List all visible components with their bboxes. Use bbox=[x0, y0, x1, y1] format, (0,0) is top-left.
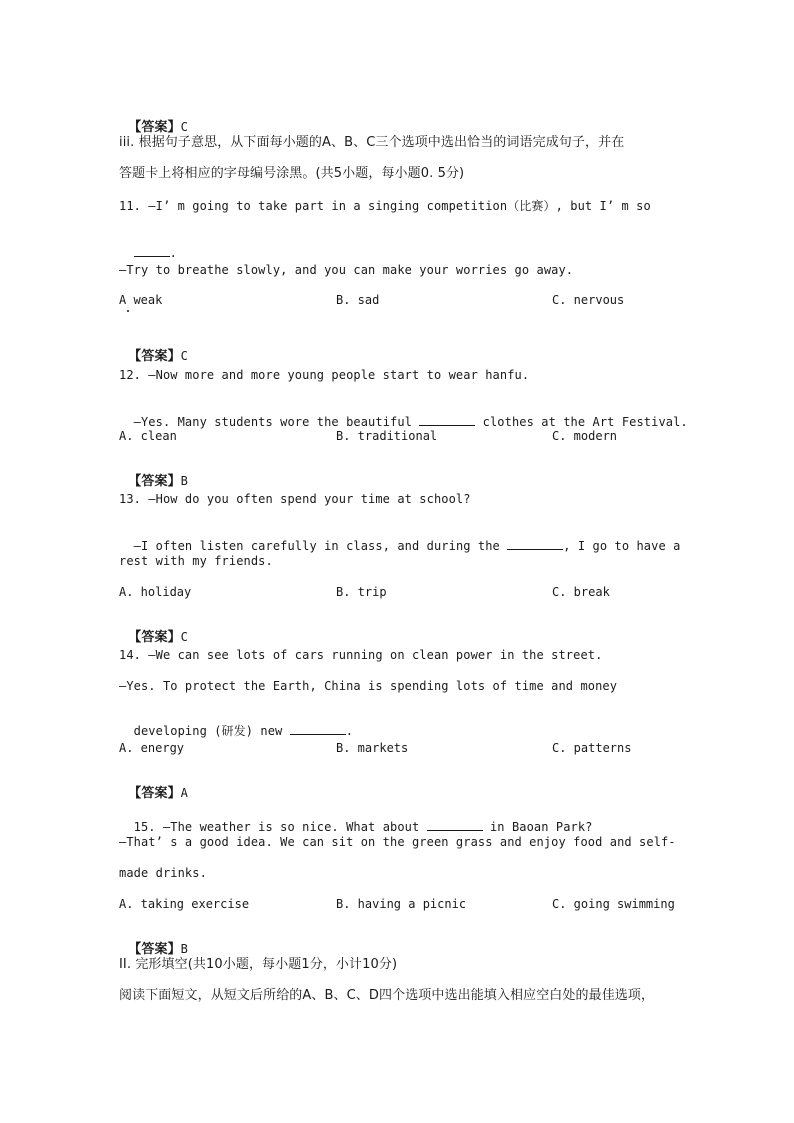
q15-stem-end: in Baoan Park? bbox=[482, 820, 593, 834]
answer-tag: 【答案】 bbox=[128, 474, 181, 489]
section-ii-title: II. 完形填空(共10小题，每小题1分，小计10分) bbox=[119, 957, 398, 972]
q12-response-start: —Yes. Many students wore the beautiful bbox=[133, 415, 420, 429]
q11-response: —Try to breathe slowly, and you can make your worries go away. bbox=[119, 263, 574, 277]
section-ii-instruction: 阅读下面短文，从短文后所给的A、B、C、D四个选项中选出能填入相应空白处的最佳选项， bbox=[119, 988, 655, 1003]
q14-response-start: developing (研发) new bbox=[133, 724, 290, 738]
q14-response-end: . bbox=[345, 724, 354, 738]
answer-blank[interactable] bbox=[134, 245, 170, 257]
answer-label bbox=[119, 769, 188, 802]
answer-label bbox=[119, 332, 188, 365]
q15-option-b[interactable]: B. having a picnic bbox=[336, 897, 467, 911]
q12-option-c[interactable]: C. modern bbox=[552, 429, 618, 443]
q14-option-a[interactable]: A. energy bbox=[119, 741, 185, 755]
q11-option-b[interactable]: B. sad bbox=[336, 293, 380, 307]
q14-response: —Yes. To protect the Earth, China is spending lots of time and money bbox=[119, 679, 618, 693]
q13-option-b[interactable]: B. trip bbox=[336, 585, 387, 599]
q14-option-c[interactable]: C. patterns bbox=[552, 741, 632, 755]
q11-option-a[interactable]: A weak bbox=[119, 293, 163, 307]
q12-response bbox=[119, 398, 688, 430]
q15-option-a[interactable]: A. taking exercise bbox=[119, 897, 250, 911]
q15-stem-start: 15. —The weather is so nice. What about bbox=[133, 820, 427, 834]
q14-option-b[interactable]: B. markets bbox=[336, 741, 409, 755]
answer-value: C bbox=[180, 630, 188, 644]
q12-option-b[interactable]: B. traditional bbox=[336, 429, 438, 443]
q11-stem: 11. —I’ m going to take part in a singing competition（比赛）, but I’ m so bbox=[119, 199, 651, 213]
q13-response-start: —I often listen carefully in class, and during the bbox=[133, 539, 508, 553]
answer-value: C bbox=[180, 349, 188, 363]
answer-label bbox=[119, 925, 188, 958]
q13-option-a[interactable]: A. holiday bbox=[119, 585, 192, 599]
section-iii-instruction-line2: 答题卡上将相应的字母编号涂黑。(共5小题，每小题0. 5分) bbox=[119, 166, 465, 181]
q15-response-line3: made drinks. bbox=[119, 866, 207, 880]
q15-stem bbox=[119, 803, 593, 835]
answer-value: A bbox=[180, 786, 188, 800]
q15-response: —That’ s a good idea. We can sit on the green grass and enjoy food and self- bbox=[119, 835, 676, 849]
q12-response-end: clothes at the Art Festival. bbox=[475, 415, 688, 429]
answer-blank[interactable] bbox=[290, 723, 346, 735]
answer-label bbox=[119, 613, 188, 646]
q12-stem: 12. —Now more and more young people start to wear hanfu. bbox=[119, 368, 530, 382]
q15-option-c[interactable]: C. going swimming bbox=[552, 897, 675, 911]
q13-response bbox=[119, 522, 680, 554]
answer-tag: 【答案】 bbox=[128, 120, 181, 135]
answer-value: B bbox=[180, 942, 188, 956]
answer-blank[interactable] bbox=[427, 819, 483, 831]
answer-tag: 【答案】 bbox=[128, 349, 181, 364]
answer-tag: 【答案】 bbox=[128, 942, 181, 957]
q11-period: . bbox=[169, 246, 177, 260]
answer-blank[interactable] bbox=[507, 538, 563, 550]
q14-stem: 14. —We can see lots of cars running on clean power in the street. bbox=[119, 648, 603, 662]
decorative-dot bbox=[127, 310, 129, 312]
answer-value: B bbox=[180, 474, 188, 488]
q13-response-line3: rest with my friends. bbox=[119, 554, 273, 568]
answer-label bbox=[119, 103, 188, 136]
section-iii-instruction-line1: iii. 根据句子意思，从下面每小题的A、B、C三个选项中选出恰当的词语完成句子，并在 bbox=[119, 135, 625, 150]
q14-response-line3 bbox=[119, 707, 353, 739]
q13-response-end: , I go to have a bbox=[563, 539, 681, 553]
answer-tag: 【答案】 bbox=[128, 786, 181, 801]
answer-label bbox=[119, 457, 188, 490]
q11-blank-line bbox=[119, 229, 177, 261]
answer-blank[interactable] bbox=[419, 414, 475, 426]
q11-option-c[interactable]: C. nervous bbox=[552, 293, 625, 307]
answer-value: C bbox=[180, 120, 188, 134]
q12-option-a[interactable]: A. clean bbox=[119, 429, 177, 443]
answer-tag: 【答案】 bbox=[128, 630, 181, 645]
q13-stem: 13. —How do you often spend your time at school? bbox=[119, 492, 471, 506]
q13-option-c[interactable]: C. break bbox=[552, 585, 610, 599]
